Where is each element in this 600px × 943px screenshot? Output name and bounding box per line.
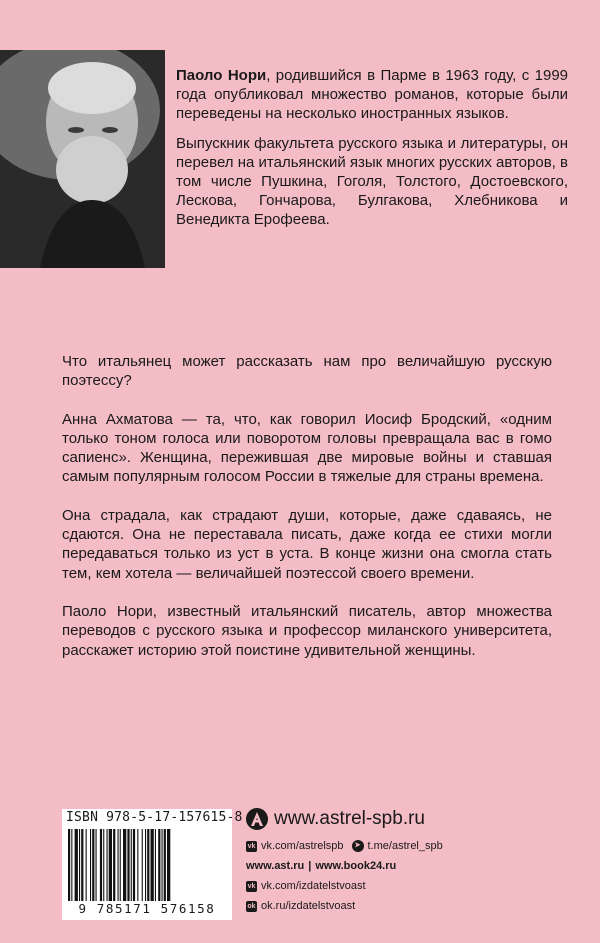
barcode-bar bbox=[90, 829, 91, 901]
barcode-bar bbox=[145, 829, 146, 901]
barcode-bar bbox=[68, 829, 70, 901]
barcode-bar bbox=[79, 829, 80, 901]
barcode-bar bbox=[120, 829, 121, 901]
barcode-bar bbox=[137, 829, 138, 901]
barcode bbox=[68, 829, 226, 901]
author-bio bbox=[176, 66, 568, 240]
isbn-label: ISBN 978-5-17-157615-8 bbox=[66, 810, 243, 825]
barcode-bar bbox=[158, 829, 160, 901]
publisher-website-link[interactable]: www.astrel-spb.ru bbox=[274, 808, 425, 829]
social-row-2 bbox=[246, 880, 366, 892]
barcode-bar bbox=[147, 829, 149, 901]
annotation-paragraph: Она страдала, как страдают души, которые, даже сдаваясь, не сдаются. Она не переставала писать, даже когда ее стихи могли передаваться только из уст в уста. В конце жизни она смогла стать тем, кем хотела — величайшей поэтессой своего времени. bbox=[62, 506, 552, 582]
author-bio-intro-text: , родившийся в Парме в 1963 году, с 1999 года опубликовал множество романов, которые были переведены на несколько иностранных языков. bbox=[176, 67, 569, 123]
barcode-bar bbox=[133, 829, 135, 901]
author-bio-intro bbox=[176, 66, 568, 124]
barcode-bar bbox=[162, 829, 163, 901]
vk-icon: vk bbox=[247, 882, 256, 890]
divider: | bbox=[308, 860, 312, 872]
ast-website-link[interactable]: www.ast.ru bbox=[246, 860, 305, 872]
barcode-bar bbox=[75, 829, 78, 901]
websites-row bbox=[246, 860, 396, 872]
barcode-bar bbox=[100, 829, 102, 901]
barcode-bar bbox=[103, 829, 104, 901]
barcode-bar bbox=[127, 829, 129, 901]
barcode-bar bbox=[164, 829, 166, 901]
social-row-1 bbox=[246, 840, 443, 852]
barcode-bar bbox=[107, 829, 108, 901]
barcode-bar bbox=[123, 829, 126, 901]
barcode-digits: 9 785171 576158 bbox=[78, 901, 216, 916]
barcode-bar bbox=[86, 829, 87, 901]
vk-link-ast[interactable]: vk.com/izdatelstvoast bbox=[261, 880, 366, 892]
annotation-paragraph: Что итальянец может рассказать нам про величайшую русскую поэтессу? bbox=[62, 353, 552, 390]
ok-link[interactable]: ok.ru/izdatelstvoast bbox=[261, 900, 356, 912]
barcode-bar bbox=[118, 829, 119, 901]
isbn-barcode-block bbox=[62, 809, 243, 920]
vk-link-astrel[interactable]: vk.com/astrelspb bbox=[261, 840, 344, 852]
telegram-icon: ➤ bbox=[352, 840, 364, 852]
barcode-bar bbox=[92, 829, 94, 901]
author-bio-education: Выпускник факультета русского языка и литературы, он перевел на итальянский язык многих русских авторов, в том числе Пушкина, Гоголя, Толстого, Достоевского, Лескова, Гончарова, Булгакова, Хлебникова и Венедикта Ерофеева. bbox=[176, 134, 568, 229]
barcode-bar bbox=[113, 829, 115, 901]
social-row-3 bbox=[246, 900, 355, 912]
book24-website-link[interactable]: www.book24.ru bbox=[315, 860, 397, 872]
author-photo bbox=[0, 50, 165, 268]
barcode-bar bbox=[142, 829, 143, 901]
barcode-bar bbox=[96, 829, 97, 901]
barcode-bar bbox=[71, 829, 72, 901]
odnoklassniki-icon: ok bbox=[247, 902, 256, 910]
barcode-bar bbox=[81, 829, 83, 901]
vk-icon: vk bbox=[247, 842, 256, 850]
annotation-paragraph: Анна Ахматова — та, что, как говорил Иосиф Бродский, «одним только тоном голоса или поворотом головы превращала вас в гомо сапиенс». Женщина, пережившая две мировые войны и ставшая самым популярным голосом России в тяжелые для страны времена. bbox=[62, 410, 552, 486]
barcode-bar bbox=[155, 829, 156, 901]
astrel-a-logo-icon bbox=[246, 808, 268, 830]
barcode-bar bbox=[131, 829, 132, 901]
barcode-bar bbox=[151, 829, 154, 901]
barcode-bar bbox=[109, 829, 112, 901]
annotation-paragraph: Паоло Нори, известный итальянский писатель, автор множества переводов с русского языка и профессор миланского университета, расскажет историю этой поистине удивительной женщины. bbox=[62, 602, 552, 659]
barcode-bar bbox=[167, 829, 170, 901]
telegram-link[interactable]: t.me/astrel_spb bbox=[367, 840, 443, 852]
author-name: Паоло Нори bbox=[176, 67, 267, 84]
book-annotation bbox=[62, 352, 552, 679]
